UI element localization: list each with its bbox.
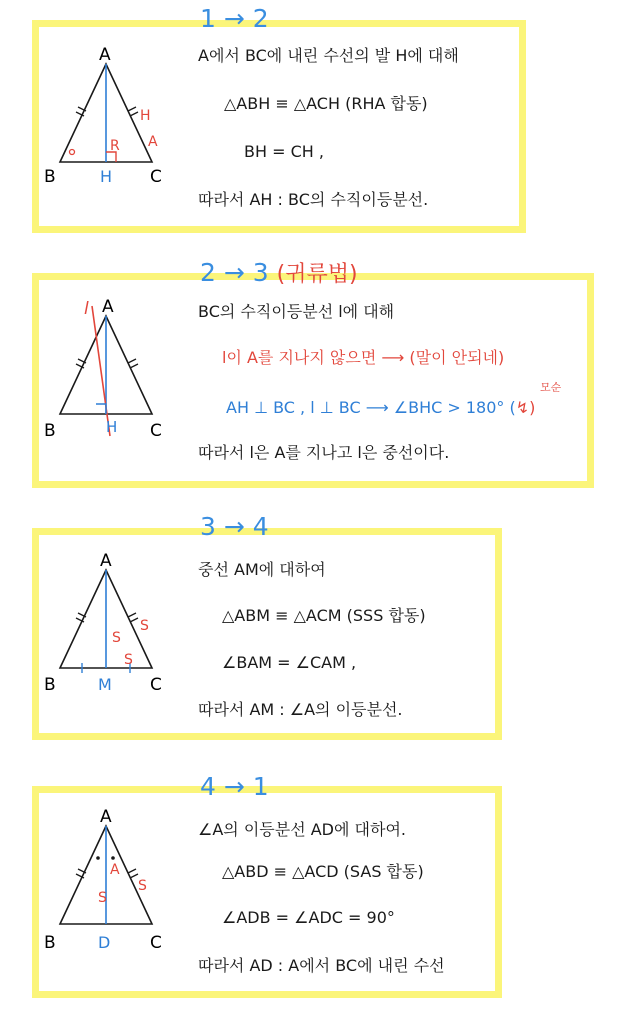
proof-line: 중선 AM에 대하여	[198, 560, 326, 579]
proof-line: △ABD ≡ △ACD (SAS 합동)	[222, 862, 424, 881]
vertex-label: B	[44, 675, 56, 695]
vertex-label: A	[102, 297, 114, 317]
foot-label: D	[98, 933, 111, 952]
proof-text: AH ⊥ BC , l ⊥ BC ⟶ ∠BHC > 180° (	[226, 398, 516, 417]
vertex-label: B	[44, 421, 56, 441]
triangle-diagram	[40, 296, 180, 446]
foot-label: H	[100, 167, 113, 186]
panel-title: 1 → 2	[200, 4, 269, 33]
vertex-label: C	[150, 421, 162, 441]
proof-line: △ABH ≡ △ACH (RHA 합동)	[224, 94, 428, 113]
vertex-label: A	[100, 551, 112, 571]
mark-label: S	[138, 878, 147, 894]
panel-title	[200, 257, 358, 288]
panel-subtitle: (귀류법)	[276, 262, 358, 287]
vertex-label: C	[150, 933, 162, 953]
proof-line: 따라서 AD : A에서 BC에 내린 수선	[198, 956, 445, 975]
proof-line: ∠A의 이등분선 AD에 대하여.	[198, 820, 407, 839]
mark-label: H	[140, 108, 151, 124]
proof-line: BH = CH ,	[244, 142, 324, 161]
foot-label: H	[106, 418, 118, 436]
vertex-label: B	[44, 167, 56, 187]
vertex-label: A	[99, 45, 111, 65]
triangle-diagram	[40, 550, 180, 700]
vertex-label: C	[150, 167, 162, 187]
foot-label: M	[98, 675, 112, 694]
proof-line: 따라서 AM : ∠A의 이등분선.	[198, 700, 403, 719]
proof-line: ∠BAM = ∠CAM ,	[222, 653, 357, 672]
triangle-diagram	[40, 806, 180, 956]
mark-label: R	[110, 138, 120, 154]
proof-line: 따라서 AH : BC의 수직이등분선.	[198, 190, 429, 209]
proof-line: △ABM ≡ △ACM (SSS 합동)	[222, 606, 426, 625]
line-l-label: l	[84, 299, 89, 319]
mark-label: A	[110, 862, 120, 878]
mark-label: A	[148, 134, 158, 150]
mark-label: S	[98, 890, 107, 906]
mark-label: S	[112, 630, 121, 646]
mark-label: S	[140, 618, 149, 634]
vertex-label: B	[44, 933, 56, 953]
proof-line: l이 A를 지나지 않으면 ⟶ (말이 안되네)	[222, 348, 505, 367]
mark-label: S	[124, 652, 133, 668]
contradiction-note: 모순	[540, 381, 562, 394]
proof-line: 따라서 l은 A를 지나고 l은 중선이다.	[198, 443, 450, 462]
vertex-label: A	[100, 807, 112, 827]
proof-line: BC의 수직이등분선 l에 대해	[198, 302, 395, 321]
triangle-diagram	[40, 44, 180, 194]
panel-title: 4 → 1	[200, 772, 269, 801]
panel-title: 3 → 4	[200, 512, 269, 541]
proof-line: ∠ADB = ∠ADC = 90°	[222, 908, 395, 927]
proof-line	[226, 398, 535, 418]
contradiction-mark: ↯)	[515, 398, 536, 417]
panel-title-text: 2 → 3	[200, 258, 269, 287]
proof-line: A에서 BC에 내린 수선의 발 H에 대해	[198, 46, 459, 65]
vertex-label: C	[150, 675, 162, 695]
